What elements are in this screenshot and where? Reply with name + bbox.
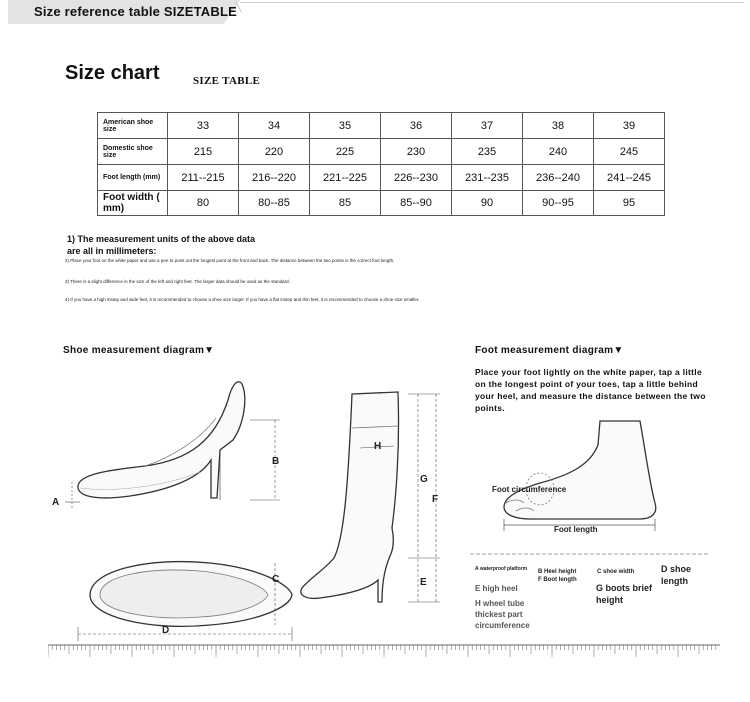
legend-e-high-heel: E high heel (475, 584, 518, 593)
legend-b-heel-height: B Heel height (538, 569, 577, 575)
table-cell: 85 (310, 191, 381, 216)
note-3: 3) There is a slight difference in the size of the left and right feet. The larger data should be used as the standard. (65, 279, 290, 284)
legend-divider (470, 553, 710, 556)
table-cell: 35 (310, 113, 381, 139)
row-header: Foot length (mm) (98, 165, 168, 191)
table-row (98, 113, 665, 139)
table-cell: 220 (239, 139, 310, 165)
legend-g-boots: G boots brief height (596, 583, 652, 605)
legend-c-shoe-width: C shoe width (597, 569, 635, 575)
table-cell: 215 (168, 139, 239, 165)
label-f: F (432, 494, 439, 505)
label-d: D (162, 625, 170, 636)
label-e: E (420, 577, 427, 588)
table-cell: 221--225 (310, 165, 381, 191)
banner-line (240, 2, 744, 3)
table-cell: 241--245 (594, 165, 665, 191)
banner-divider (235, 2, 249, 12)
table-cell: 230 (381, 139, 452, 165)
table-cell: 90--95 (523, 191, 594, 216)
label-c: C (272, 574, 280, 585)
table-cell: 95 (594, 191, 665, 216)
legend-a-waterproof: A waterproof platform (475, 566, 528, 572)
notes-heading: 1) The measurement units of the above data are all in millimeters: (67, 234, 256, 256)
legend-h-wheel-tube: H wheel tube thickest part circumference (475, 599, 530, 630)
row-header: Foot width ( mm) (98, 191, 168, 216)
table-cell: 90 (452, 191, 523, 216)
table-cell: 33 (168, 113, 239, 139)
table-cell: 85--90 (381, 191, 452, 216)
table-cell: 211--215 (168, 165, 239, 191)
note-4: 4) If you have a high instep and wide feet, it is recommended to choose a shoe size larger. If you have a flat instep and thin feet, it is recommended to choose a shoe size smaller. (65, 297, 420, 302)
size-table (97, 112, 665, 216)
table-cell: 240 (523, 139, 594, 165)
pump-side-illustration (50, 370, 290, 520)
table-row (98, 191, 665, 216)
legend-d-shoe-length: D shoe length (661, 564, 692, 586)
foot-description: Place your foot lightly on the white paper, tap a little on the longest point of your toes, tap a little behind your heel, and measure the distance between the two points. (475, 367, 706, 413)
table-cell: 34 (239, 113, 310, 139)
foot-circumference-label: Foot circumference (492, 485, 567, 494)
table-cell: 38 (523, 113, 594, 139)
table-cell: 80--85 (239, 191, 310, 216)
table-row (98, 139, 665, 165)
page-title: Size chart (65, 62, 160, 84)
table-cell: 225 (310, 139, 381, 165)
table-cell: 226--230 (381, 165, 452, 191)
pump-top-illustration (60, 545, 300, 645)
row-header: American shoe size (98, 113, 168, 139)
foot-section-title: Foot measurement diagram▼ (475, 345, 624, 356)
label-g: G (420, 474, 428, 485)
table-cell: 80 (168, 191, 239, 216)
table-cell: 231--235 (452, 165, 523, 191)
ruler (48, 644, 720, 660)
label-h: H (374, 441, 382, 452)
table-cell: 245 (594, 139, 665, 165)
label-a: A (52, 497, 60, 508)
table-row (98, 165, 665, 191)
table-cell: 39 (594, 113, 665, 139)
foot-length-label: Foot length (554, 525, 598, 534)
table-cell: 36 (381, 113, 452, 139)
table-cell: 216--220 (239, 165, 310, 191)
label-b: B (272, 456, 280, 467)
shoe-section-title: Shoe measurement diagram▼ (63, 345, 215, 356)
table-cell: 235 (452, 139, 523, 165)
legend-f-boot-length: F Boot length (538, 577, 577, 583)
row-header: Domestic shoe size (98, 139, 168, 165)
note-2: 2) Place your foot on the white paper and use a pen to point out the longest point at the front and back. The distance between the two points is the correct foot length. (65, 258, 395, 263)
page-subtitle: SIZE TABLE (193, 75, 261, 87)
table-cell: 37 (452, 113, 523, 139)
header-banner-text: Size reference table SIZETABLE (34, 4, 237, 19)
table-cell: 236--240 (523, 165, 594, 191)
